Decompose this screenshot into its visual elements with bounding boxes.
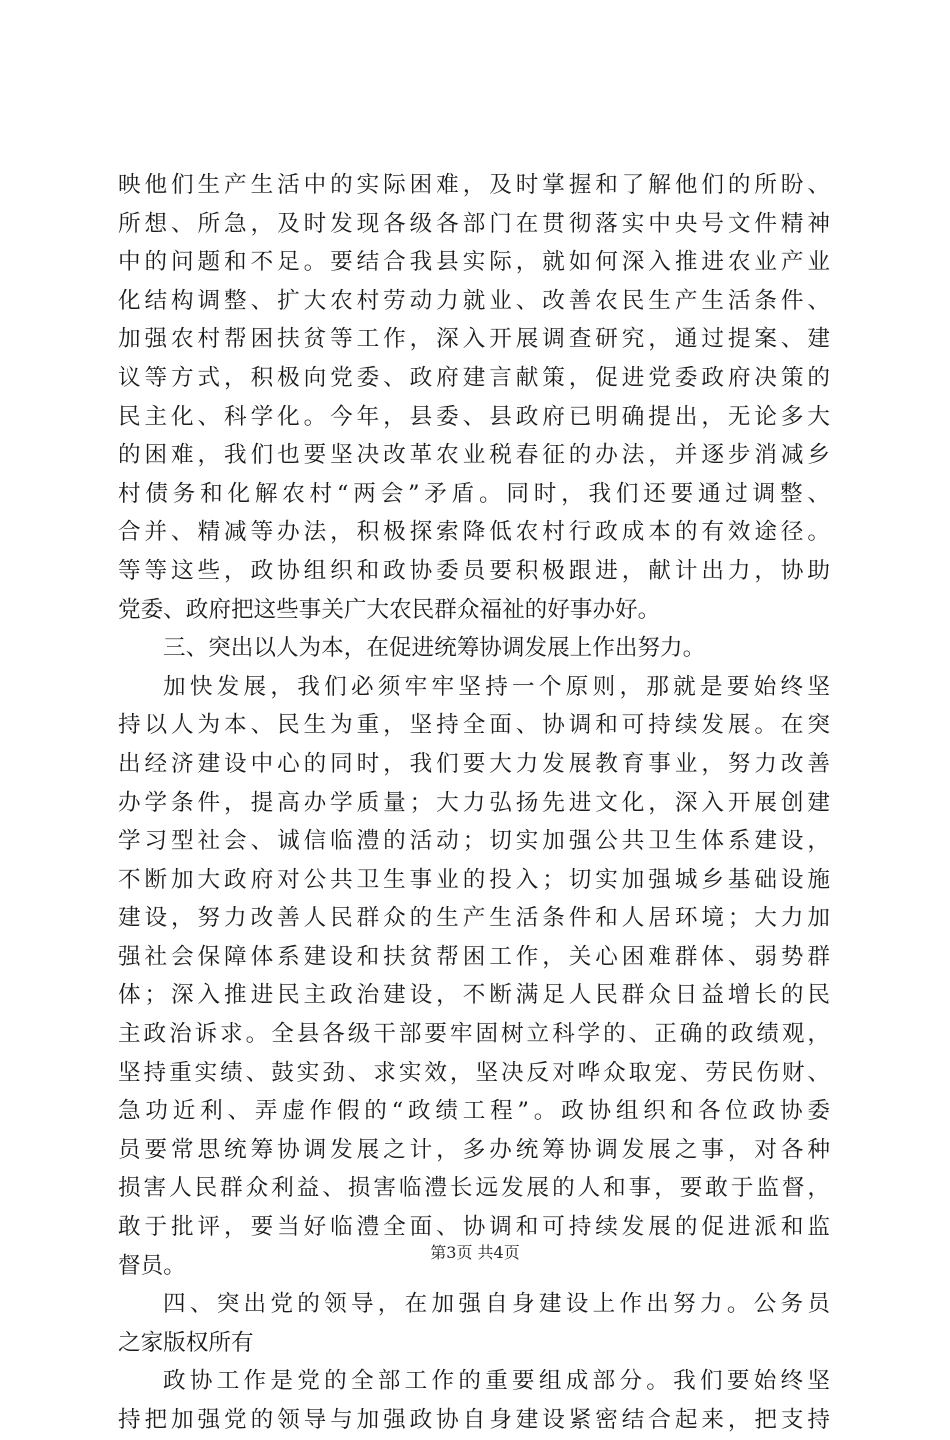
text-line: 议等方式，积极向党委、政府建言献策，促进党委政府决策的 xyxy=(118,364,830,391)
text-line: 民主化、科学化。今年，县委、县政府已明确提出，无论多大 xyxy=(118,403,830,430)
section-heading: 三、突出以人为本，在促进统筹协调发展上作出努力。 xyxy=(163,635,706,662)
text-line: 持以人为本、民生为重，坚持全面、协调和可持续发展。在突 xyxy=(118,712,830,739)
text-line: 之家版权所有 xyxy=(118,1329,254,1356)
text-line: 出经济建设中心的同时，我们要大力发展教育事业，努力改善 xyxy=(118,750,830,777)
text-line: 体；深入推进民主政治建设，不断满足人民群众日益增长的民 xyxy=(118,982,830,1009)
text-line: 政协工作是党的全部工作的重要组成部分。我们要始终坚 xyxy=(163,1368,830,1395)
text-line: 映他们生产生活中的实际困难，及时掌握和了解他们的所盼、 xyxy=(118,172,830,198)
text-line: 持把加强党的领导与加强政协自身建设紧密结合起来，把支持 xyxy=(118,1407,830,1433)
text-line: 建设，努力改善人民群众的生产生活条件和人居环境；大力加 xyxy=(118,905,830,932)
text-line: 办学条件，提高办学质量；大力弘扬先进文化，深入开展创建 xyxy=(118,789,830,816)
text-line: 强社会保障体系建设和扶贫帮困工作，关心困难群体、弱势群 xyxy=(118,943,830,970)
text-line: 加强农村帮困扶贫等工作，深入开展调查研究，通过提案、建 xyxy=(118,326,830,353)
text-line: 等等这些，政协组织和政协委员要积极跟进，献计出力，协助 xyxy=(118,557,830,584)
text-line: 不断加大政府对公共卫生事业的投入；切实加强城乡基础设施 xyxy=(118,866,830,893)
text-line: 敢于批评，要当好临澧全面、协调和可持续发展的促进派和监 xyxy=(118,1214,830,1241)
text-line: 所想、所急，及时发现各级各部门在贯彻落实中央号文件精神 xyxy=(118,210,830,237)
text-line: 员要常思统筹协调发展之计，多办统筹协调发展之事，对各种 xyxy=(118,1136,830,1163)
text-line: 村债务和化解农村“两会”矛盾。同时，我们还要通过调整、 xyxy=(118,480,830,507)
text-line: 主政治诉求。全县各级干部要牢固树立科学的、正确的政绩观， xyxy=(118,1021,830,1048)
text-line: 加快发展，我们必须牢牢坚持一个原则，那就是要始终坚 xyxy=(163,673,830,700)
text-line: 学习型社会、诚信临澧的活动；切实加强公共卫生体系建设， xyxy=(118,828,830,855)
text-line: 合并、精减等办法，积极探索降低农村行政成本的有效途径。 xyxy=(118,519,830,546)
section-heading: 四、突出党的领导，在加强自身建设上作出努力。公务员 xyxy=(163,1291,830,1318)
text-line: 党委、政府把这些事关广大农民群众福祉的好事办好。 xyxy=(118,596,661,623)
text-line: 坚持重实绩、鼓实劲、求实效，坚决反对哗众取宠、劳民伤财、 xyxy=(118,1059,830,1086)
text-line: 督员。 xyxy=(118,1252,186,1279)
text-line: 损害人民群众利益、损害临澧长远发展的人和事，要敢于监督， xyxy=(118,1175,830,1202)
page-number-footer: 第3页 共4页 xyxy=(430,1243,520,1262)
text-line: 急功近利、弄虚作假的“政绩工程”。政协组织和各位政协委 xyxy=(118,1098,830,1125)
text-line: 中的问题和不足。要结合我县实际，就如何深入推进农业产业 xyxy=(118,249,830,276)
text-line: 化结构调整、扩大农村劳动力就业、改善农民生产生活条件、 xyxy=(118,287,830,314)
text-line: 的困难，我们也要坚决改革农业税春征的办法，并逐步消减乡 xyxy=(118,442,830,469)
